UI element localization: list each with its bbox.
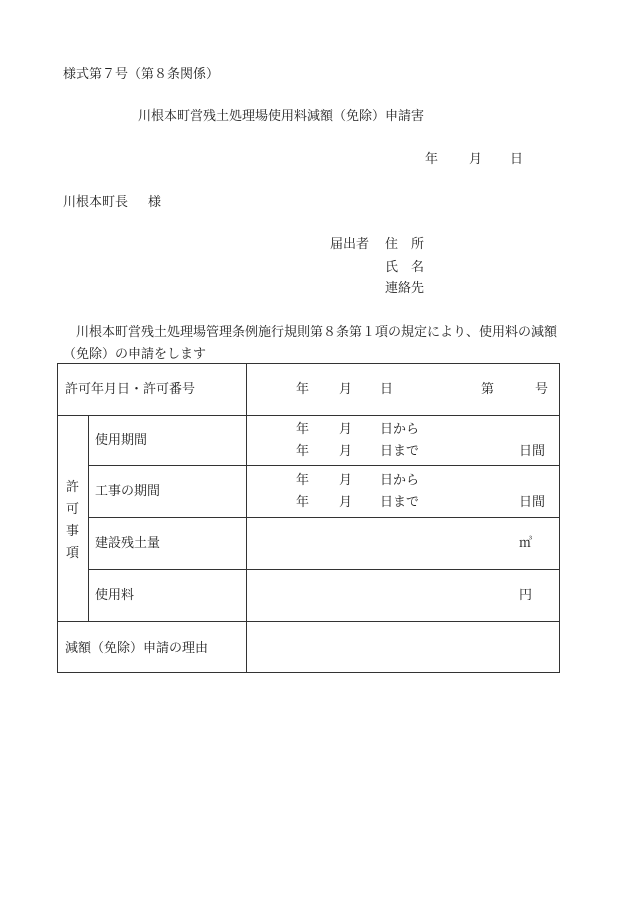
fee-label: 使用料: [95, 588, 135, 603]
reason-label: 減額（免除）申請の理由: [65, 641, 209, 656]
addressee-honorific: 様: [148, 195, 162, 210]
work-period-start-month: 月: [339, 473, 353, 488]
work-period-label: 工事の期間: [95, 484, 161, 499]
soil-volume-unit: ㎥: [519, 536, 533, 551]
row-divider: [58, 621, 559, 622]
use-period-from: 日から: [380, 422, 420, 437]
row-divider: [58, 415, 559, 416]
work-period-to: 日まで: [380, 495, 420, 510]
application-table: [57, 363, 560, 673]
use-period-label: 使用期間: [95, 433, 148, 448]
date-day-label: 日: [510, 152, 524, 167]
column-divider: [88, 415, 89, 621]
use-period-end-year: 年: [296, 444, 310, 459]
work-period-end-month: 月: [339, 495, 353, 510]
date-year-label: 年: [425, 152, 439, 167]
use-period-start-month: 月: [339, 422, 353, 437]
work-period-start-year: 年: [296, 473, 310, 488]
use-period-to: 日まで: [380, 444, 420, 459]
row-divider: [88, 517, 559, 518]
use-period-start-year: 年: [296, 422, 310, 437]
column-divider: [246, 364, 247, 672]
permit-number-prefix: 第: [481, 382, 495, 397]
applicant-address-label: 住 所: [385, 237, 425, 252]
form-number: 様式第７号（第８条関係）: [63, 67, 220, 82]
work-period-end-year: 年: [296, 495, 310, 510]
applicant-contact-label: 連絡先: [385, 281, 425, 296]
permit-items-label-1: 許: [66, 480, 80, 495]
use-period-end-month: 月: [339, 444, 353, 459]
form-title: 川根本町営残土処理場使用料減額（免除）申請害: [138, 109, 425, 124]
permit-items-label-4: 項: [66, 546, 80, 561]
permit-items-label-3: 事: [66, 524, 80, 539]
fee-unit: 円: [519, 588, 533, 603]
permit-year-label: 年: [296, 382, 310, 397]
use-period-days: 日間: [519, 444, 546, 459]
addressee-name: 川根本町長: [63, 195, 129, 210]
permit-date-number-label: 許可年月日・許可番号: [65, 382, 196, 397]
permit-day-label: 日: [380, 382, 394, 397]
work-period-from: 日から: [380, 473, 420, 488]
permit-month-label: 月: [339, 382, 353, 397]
permit-items-label-2: 可: [66, 502, 80, 517]
row-divider: [88, 465, 559, 466]
applicant-label: 届出者: [330, 237, 370, 252]
soil-volume-label: 建設残土量: [95, 536, 161, 551]
permit-number-suffix: 号: [535, 382, 549, 397]
application-statement: 川根本町営残土処理場管理条例施行規則第８条第１項の規定により、使用料の減額（免除）の申請をします: [63, 325, 558, 362]
applicant-name-label: 氏 名: [385, 260, 425, 275]
work-period-days: 日間: [519, 495, 546, 510]
date-month-label: 月: [469, 152, 483, 167]
row-divider: [88, 569, 559, 570]
